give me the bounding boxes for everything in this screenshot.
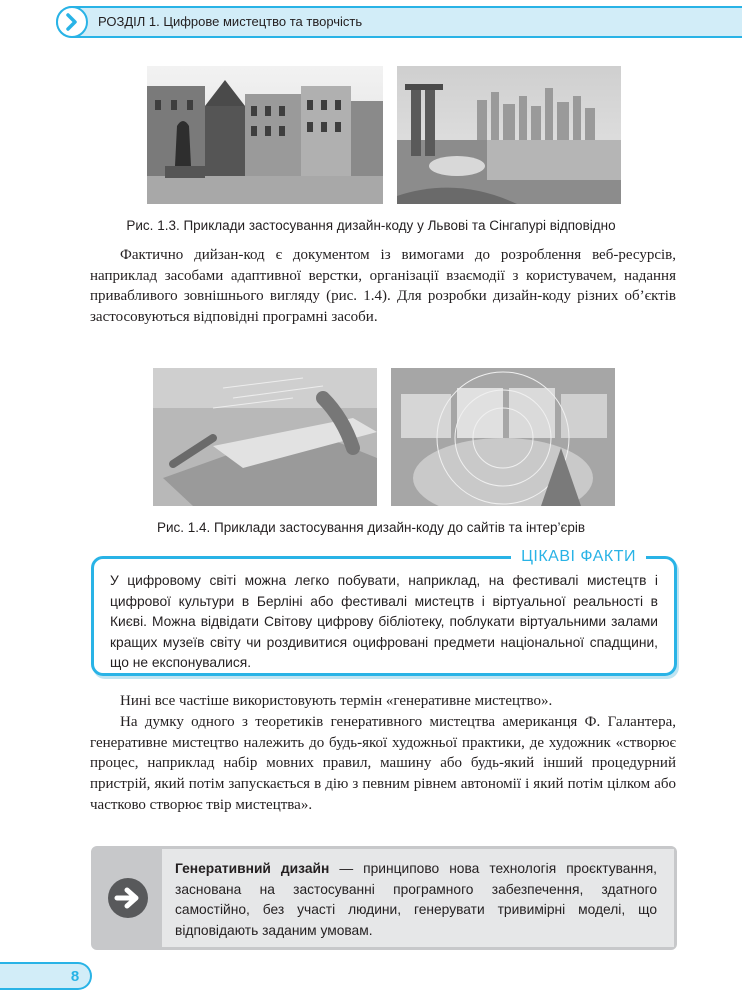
page-number: 8: [70, 967, 80, 985]
photo-web-design: [153, 368, 377, 506]
facts-title: ЦІКАВІ ФАКТИ: [511, 547, 646, 567]
body-paragraph-1: [90, 245, 676, 328]
chapter-badge: [56, 6, 88, 38]
chevron-right-icon: [63, 13, 81, 31]
definition-icon-panel: [94, 849, 162, 947]
figure-1-4-caption: Рис. 1.4. Приклади застосування дизайн-коду до сайтів та інтер’єрів: [156, 520, 586, 535]
interesting-facts-box: [91, 548, 677, 676]
definition-text: [175, 859, 657, 941]
paragraph-text: Нині все частіше використовують термін «генеративне мистецтво».: [120, 693, 553, 709]
paragraph-text: На думку одного з теоретиків генеративного мистецтва американця Ф. Галантера, генеративне мистецтво належить до будь-якої художньої практики, де художник «створює процес, наприклад набір мовних правил, машину або будь-який інший процедурний пристрій, який потім запускається в дію з певним рівнем автономії і який потім цілком або частково створює твір мистецтва».: [90, 714, 676, 813]
paragraph-text: Фактично дийзан-код є документом із вимогами до розроблення веб-ресурсів, наприклад засобами адаптивної верстки, організації взаємодії з користувачем, надання привабливого зовнішнього вигляду (рис. 1.4). Для розробки дизайн-коду різних об’єктів застосовуються відповідні програмні засоби.: [90, 247, 676, 326]
photo-interior: [391, 368, 615, 506]
chapter-title: РОЗДІЛ 1. Цифрове мистецтво та творчість: [98, 14, 363, 29]
definition-term: Генеративний дизайн: [175, 861, 330, 876]
photo-singapore: [397, 66, 621, 204]
facts-text: У цифровому світі можна легко побувати, наприклад, на фестивалі мистецтв і цифрової культури в Берліні або фестивалі мистецтв і віртуальної реальності в Києві. Можна відвідати Світову цифрову бібліотеку, поблукати віртуальними залами кращих музеїв світу чи роздивитися оцифровані предмети національної спадщини, що не експонувалися.: [110, 573, 658, 671]
definition-box: [91, 846, 677, 950]
definition-body: — принципово нова технологія проєктування, заснована на застосуванні програмного забезпечення, здатного самостійно, без участі людини, генерувати тривимірні моделі, що відповідають заданим умовам.: [175, 861, 658, 938]
photo-lviv: [147, 66, 383, 204]
figure-1-3-caption: Рис. 1.3. Приклади застосування дизайн-коду у Львові та Сінгапурі відповідно: [126, 218, 616, 233]
body-paragraph-3: [90, 712, 676, 816]
definition-text-panel: [162, 849, 674, 947]
arrow-right-circle-icon: [106, 876, 150, 920]
body-paragraph-2: [90, 691, 676, 712]
